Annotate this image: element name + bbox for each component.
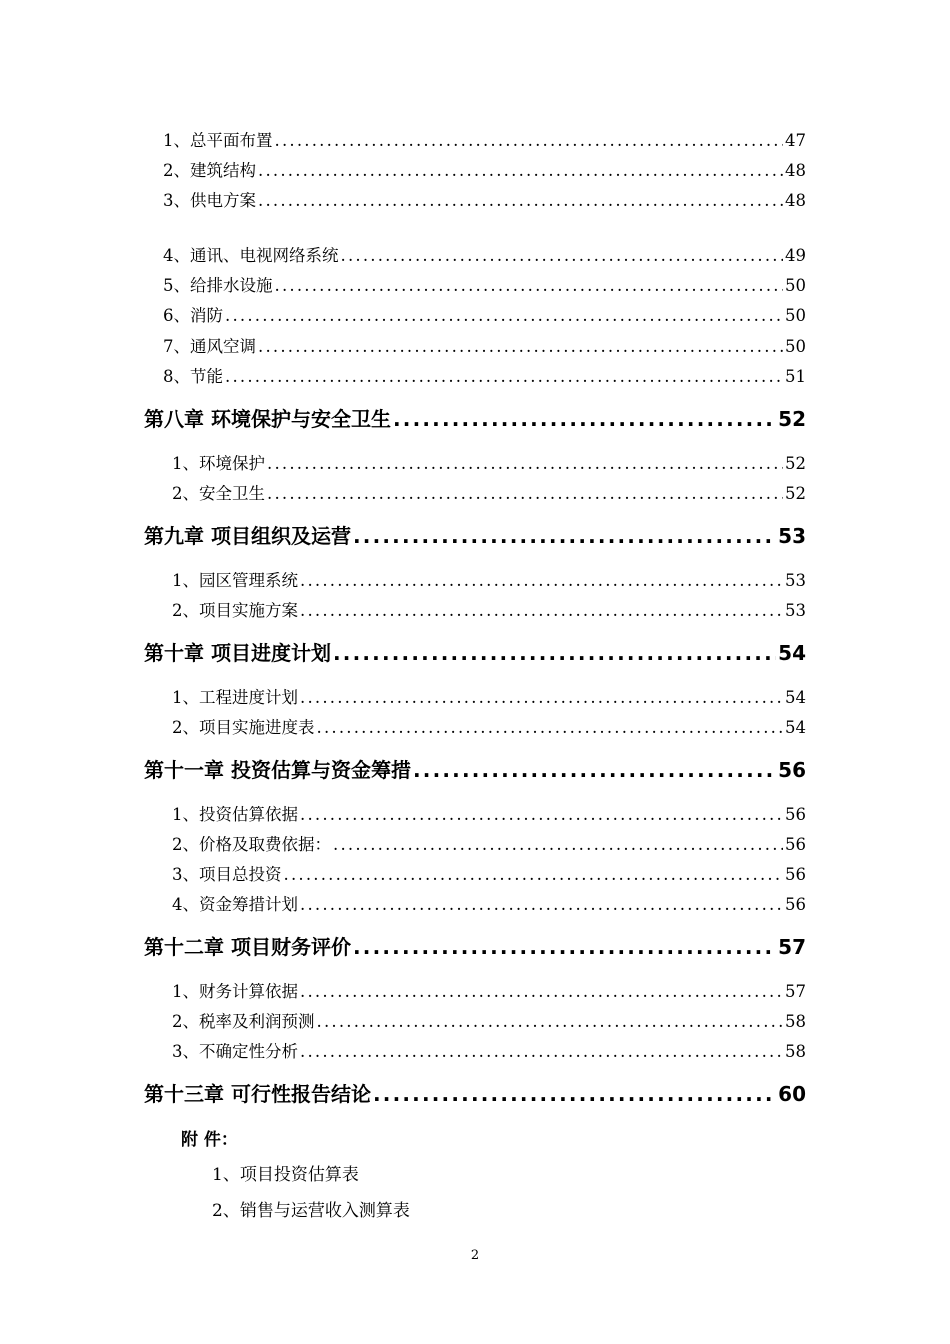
toc-entry-8-2[interactable] bbox=[172, 480, 806, 502]
toc-entry-page: 56 bbox=[785, 835, 806, 854]
toc-entry-page: 58 bbox=[785, 1042, 806, 1061]
appendix-title: 附 件： bbox=[181, 1130, 238, 1150]
toc-entry-11-1[interactable] bbox=[172, 801, 806, 823]
toc-chapter-9[interactable] bbox=[144, 520, 806, 548]
toc-leader-dots bbox=[275, 131, 784, 150]
toc-chapter-page: 56 bbox=[778, 758, 806, 782]
toc-leader-dots bbox=[353, 524, 776, 548]
toc-entry-label: 1、园区管理系统 bbox=[172, 571, 298, 590]
toc-leader-dots bbox=[317, 1012, 784, 1031]
toc-entry-9-1[interactable] bbox=[172, 567, 806, 589]
appendix-item[interactable]: 1、项目投资估算表 bbox=[212, 1165, 359, 1185]
toc-leader-dots bbox=[373, 1082, 776, 1106]
toc-leader-dots bbox=[300, 601, 783, 620]
toc-entry-label: 8、节能 bbox=[163, 367, 223, 386]
toc-chapter-13[interactable] bbox=[144, 1078, 806, 1106]
toc-leader-dots bbox=[275, 276, 784, 295]
toc-entry-7-6[interactable] bbox=[163, 302, 806, 324]
toc-entry-8-1[interactable] bbox=[172, 450, 806, 472]
toc-entry-page: 49 bbox=[785, 246, 806, 265]
toc-entry-12-2[interactable] bbox=[172, 1008, 806, 1030]
toc-entry-7-2[interactable] bbox=[163, 157, 806, 179]
toc-chapter-page: 57 bbox=[778, 935, 806, 959]
toc-entry-label: 2、项目实施方案 bbox=[172, 601, 298, 620]
toc-entry-label: 1、投资估算依据 bbox=[172, 805, 298, 824]
toc-leader-dots bbox=[284, 865, 784, 884]
toc-entry-page: 53 bbox=[785, 571, 806, 590]
toc-entry-label: 3、项目总投资 bbox=[172, 865, 282, 884]
toc-leader-dots bbox=[300, 571, 783, 590]
toc-entry-label: 1、工程进度计划 bbox=[172, 688, 298, 707]
toc-entry-label: 2、价格及取费依据： bbox=[172, 835, 331, 854]
toc-leader-dots bbox=[300, 805, 783, 824]
toc-entry-7-8[interactable] bbox=[163, 363, 806, 385]
toc-entry-page: 50 bbox=[785, 276, 806, 295]
toc-entry-label: 4、通讯、电视网络系统 bbox=[163, 246, 339, 265]
toc-chapter-12[interactable] bbox=[144, 931, 806, 959]
toc-entry-11-4[interactable] bbox=[172, 891, 806, 913]
toc-leader-dots bbox=[267, 484, 783, 503]
toc-chapter-8[interactable] bbox=[144, 403, 806, 431]
toc-entry-label: 1、总平面布置 bbox=[163, 131, 273, 150]
toc-entry-7-7[interactable] bbox=[163, 333, 806, 355]
toc-entry-label: 3、不确定性分析 bbox=[172, 1042, 298, 1061]
toc-entry-page: 52 bbox=[785, 454, 806, 473]
toc-entry-11-2[interactable] bbox=[172, 831, 806, 853]
toc-entry-label: 2、税率及利润预测 bbox=[172, 1012, 315, 1031]
toc-entry-label: 3、供电方案 bbox=[163, 191, 256, 210]
toc-entry-label: 6、消防 bbox=[163, 306, 223, 325]
toc-leader-dots bbox=[333, 835, 783, 854]
toc-leader-dots bbox=[267, 454, 783, 473]
toc-entry-label: 4、资金筹措计划 bbox=[172, 895, 298, 914]
toc-leader-dots bbox=[258, 161, 783, 180]
toc-leader-dots bbox=[300, 688, 783, 707]
toc-leader-dots bbox=[300, 895, 783, 914]
toc-entry-7-1[interactable] bbox=[163, 127, 806, 149]
toc-chapter-label: 第十一章 投资估算与资金筹措 bbox=[144, 758, 411, 782]
toc-chapter-page: 53 bbox=[778, 524, 806, 548]
toc-leader-dots bbox=[225, 306, 783, 325]
toc-entry-page: 53 bbox=[785, 601, 806, 620]
toc-entry-page: 56 bbox=[785, 865, 806, 884]
toc-chapter-label: 第九章 项目组织及运营 bbox=[144, 524, 351, 548]
appendix-item[interactable]: 2、销售与运营收入测算表 bbox=[212, 1201, 410, 1221]
toc-entry-label: 5、给排水设施 bbox=[163, 276, 273, 295]
toc-entry-page: 51 bbox=[785, 367, 806, 386]
toc-chapter-label: 第十章 项目进度计划 bbox=[144, 641, 331, 665]
toc-entry-10-1[interactable] bbox=[172, 684, 806, 706]
toc-entry-label: 7、通风空调 bbox=[163, 337, 256, 356]
toc-leader-dots bbox=[300, 1042, 783, 1061]
toc-entry-7-4[interactable] bbox=[163, 242, 806, 264]
toc-entry-label: 2、安全卫生 bbox=[172, 484, 265, 503]
toc-chapter-label: 第十二章 项目财务评价 bbox=[144, 935, 351, 959]
toc-entry-page: 50 bbox=[785, 337, 806, 356]
toc-leader-dots bbox=[317, 718, 784, 737]
toc-entry-label: 1、财务计算依据 bbox=[172, 982, 298, 1001]
toc-entry-page: 52 bbox=[785, 484, 806, 503]
toc-leader-dots bbox=[393, 407, 776, 431]
toc-entry-12-3[interactable] bbox=[172, 1038, 806, 1060]
toc-entry-label: 2、项目实施进度表 bbox=[172, 718, 315, 737]
toc-chapter-page: 52 bbox=[778, 407, 806, 431]
toc-chapter-label: 第十三章 可行性报告结论 bbox=[144, 1082, 371, 1106]
toc-entry-10-2[interactable] bbox=[172, 714, 806, 736]
toc-entry-page: 54 bbox=[785, 688, 806, 707]
toc-leader-dots bbox=[225, 367, 783, 386]
toc-entry-7-5[interactable] bbox=[163, 272, 806, 294]
toc-chapter-label: 第八章 环境保护与安全卫生 bbox=[144, 407, 391, 431]
toc-chapter-10[interactable] bbox=[144, 637, 806, 665]
toc-entry-11-3[interactable] bbox=[172, 861, 806, 883]
toc-entry-page: 57 bbox=[785, 982, 806, 1001]
page-number: 2 bbox=[470, 1248, 480, 1263]
toc-entry-page: 50 bbox=[785, 306, 806, 325]
toc-entry-page: 47 bbox=[785, 131, 806, 150]
toc-entry-label: 2、建筑结构 bbox=[163, 161, 256, 180]
toc-leader-dots bbox=[258, 337, 783, 356]
toc-entry-page: 54 bbox=[785, 718, 806, 737]
toc-chapter-11[interactable] bbox=[144, 754, 806, 782]
toc-entry-7-3[interactable] bbox=[163, 187, 806, 209]
toc-entry-9-2[interactable] bbox=[172, 597, 806, 619]
toc-chapter-page: 54 bbox=[778, 641, 806, 665]
toc-leader-dots bbox=[300, 982, 783, 1001]
toc-leader-dots bbox=[341, 246, 784, 265]
toc-leader-dots bbox=[413, 758, 776, 782]
toc-chapter-page: 60 bbox=[778, 1082, 806, 1106]
toc-entry-page: 48 bbox=[785, 161, 806, 180]
toc-entry-page: 56 bbox=[785, 805, 806, 824]
toc-leader-dots bbox=[353, 935, 776, 959]
toc-entry-page: 56 bbox=[785, 895, 806, 914]
toc-entry-page: 48 bbox=[785, 191, 806, 210]
toc-entry-12-1[interactable] bbox=[172, 978, 806, 1000]
toc-entry-label: 1、环境保护 bbox=[172, 454, 265, 473]
toc-leader-dots bbox=[333, 641, 776, 665]
toc-entry-page: 58 bbox=[785, 1012, 806, 1031]
toc-leader-dots bbox=[258, 191, 783, 210]
